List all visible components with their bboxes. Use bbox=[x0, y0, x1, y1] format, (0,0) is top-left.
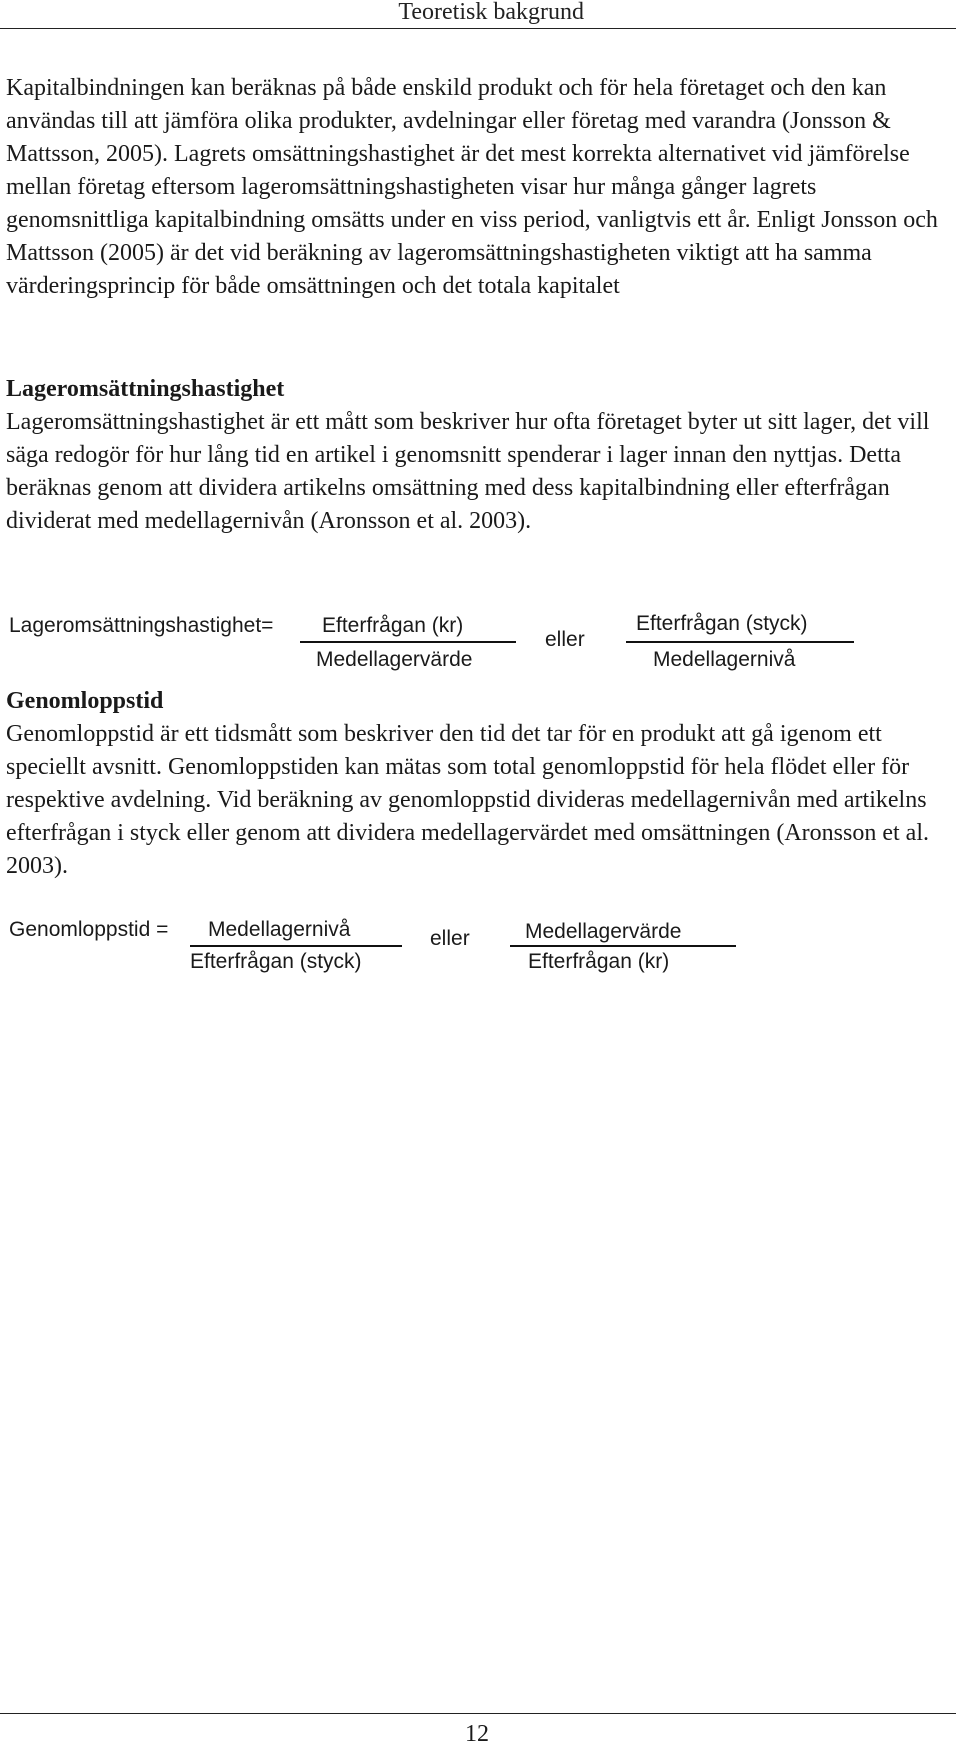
formula-numerator: Medellagernivå bbox=[208, 918, 351, 941]
formula-lhs: Lageromsättningshastighet= bbox=[9, 614, 274, 637]
formula-numerator: Efterfrågan (styck) bbox=[636, 612, 808, 635]
running-header-title: Teoretisk bakgrund bbox=[398, 0, 584, 25]
paragraph-kapitalbindning: Kapitalbindningen kan beräknas på både enskild produkt och för hela företaget och den kan användas till att jämföra olika produkter, avdelningar eller företag med varandra (Jonsson & Mattsson, 2005). Lagrets omsättningshastighet är det mest korrekta alternativet vid jämförelse mellan företag eftersom lageromsättningshastigheten visar hur många gånger lagrets genomsnittliga kapitalbindning omsätts under en viss period, vanligtvis ett år. Enligt Jonsson och Mattsson (2005) är det vid beräkning av lageromsättningshastigheten viktigt att ha samma värderingsprincip för både omsättningen och det totala kapitalet bbox=[6, 75, 938, 299]
fraction-bar bbox=[510, 945, 736, 947]
formula-numerator: Efterfrågan (kr) bbox=[322, 614, 464, 637]
formula-denominator: Efterfrågan (styck) bbox=[190, 950, 362, 973]
formula-lhs: Genomloppstid = bbox=[9, 918, 169, 941]
formula-denominator: Efterfrågan (kr) bbox=[528, 950, 670, 973]
formula-denominator: Medellagervärde bbox=[316, 648, 473, 671]
formula-or: eller bbox=[430, 927, 470, 950]
formula-denominator: Medellagernivå bbox=[653, 648, 796, 671]
heading-genomloppstid: Genomloppstid bbox=[6, 688, 164, 714]
formula-or: eller bbox=[545, 628, 585, 651]
page-number: 12 bbox=[465, 1721, 489, 1747]
paragraph-lageromsattningshastighet: Lageromsättningshastighet är ett mått som beskriver hur ofta företaget byter ut sitt lager, det vill säga redogör för hur lång tid en artikel i genomsnitt spenderar i lager innan den nyttjas. Detta beräknas genom att dividera artikelns omsättning med dess kapitalbindning eller efterfrågan dividerat med medellagernivån (Aronsson et al. 2003). bbox=[6, 409, 930, 534]
fraction-bar bbox=[300, 641, 516, 643]
page-footer bbox=[0, 1713, 956, 1749]
fraction-bar bbox=[626, 641, 854, 643]
formula-lageromsattningshastighet bbox=[0, 608, 956, 674]
page-header bbox=[0, 0, 956, 29]
formula-genomloppstid bbox=[0, 914, 956, 976]
formula-numerator: Medellagervärde bbox=[525, 920, 682, 943]
fraction-bar bbox=[190, 945, 402, 947]
heading-lageromsattningshastighet: Lageromsättningshastighet bbox=[6, 376, 285, 402]
paragraph-genomloppstid: Genomloppstid är ett tidsmått som beskriver den tid det tar för en produkt att gå igenom ett speciellt avsnitt. Genomloppstiden kan mätas som total genomloppstid för hela flödet eller för respektive avdelning. Vid beräkning av genomloppstid divideras medellagernivån med artikelns efterfrågan i styck eller genom att dividera medellagervärdet med omsättningen (Aronsson et al. 2003). bbox=[6, 721, 929, 879]
